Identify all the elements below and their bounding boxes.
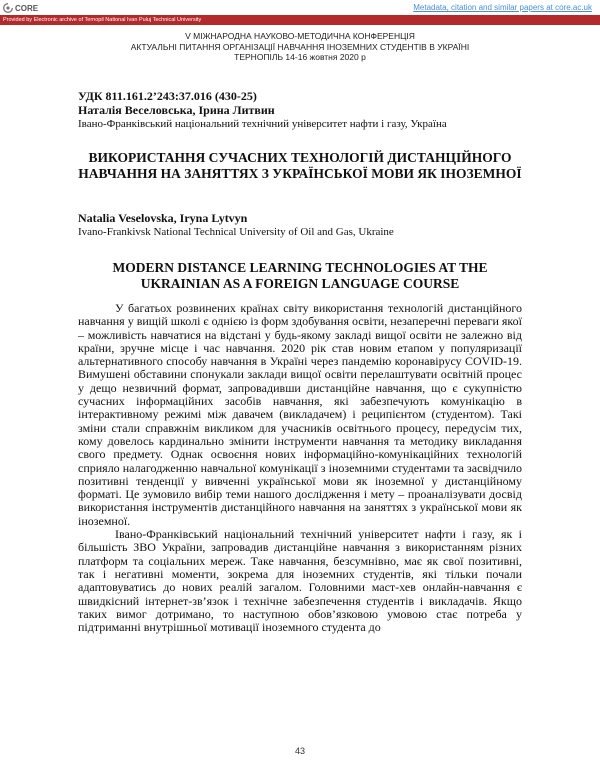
authors-ua: Наталія Веселовська, Ірина Литвин [78,103,275,117]
article-title-en: MODERN DISTANCE LEARNING TECHNOLOGIES AT THE UKRAINIAN AS A FOREIGN LANGUAGE COURSE [112,260,488,291]
affiliation-ua: Івано-Франківський національний технічний університет нафти і газу, Україна [78,118,447,130]
core-logo[interactable] [3,2,38,14]
affiliation-en: Ivano-Frankivsk National Technical University of Oil and Gas, Ukraine [78,226,394,238]
conference-line-3: ТЕРНОПІЛЬ 14-16 жовтня 2020 р [234,52,366,62]
article-meta-ua [78,90,538,131]
provided-by-banner[interactable]: Provided by Electronic archive of Ternopil National Ivan Puluj Technical University [0,15,600,25]
udk-code: УДК 811.161.2’243:37.016 (430-25) [78,89,257,103]
article-body [78,302,522,634]
body-paragraph-1: У багатьох розвинених країнах світу використання технологій дистанційного навчання у вищій школі є однією із форм здобування освіти, незаперечні переваги якої – можливість навчатися на відстані у будь-якому закладі вищої освіти не залежно від країни, зручне місце і час навчання. 2020 рік став новим етапом у популяризації альтернативного способу навчання в Україні через пандемію коронавірусу COVID-19. Вимушені обставини спонукали заклади вищої освіти перелаштувати освітній процес у дещо незвичний формат, запровадивши дистанційне навчання, що є сукупністю сучасних інформаційних засобів навчання, які забезпечують комунікацію в інтерактивному режимі між давачем (викладачем) і реципієнтом (студентом). Такі зміни стали справжнім викликом для учасників освітнього процесу, передусім тих, кому довелось кардинально змінити інструменти навчання та методику викладання свого предмету. Однак освоєння нових інформаційно-комунікаційних технологій сприяло налагодженню навчальної комунікації з іноземними студентами та засвідчило позитивні тенденції у вивченні української мови як іноземної у дистанційному форматі. Це зумовило вибір теми нашого дослідження і мету – проаналізувати досвід використання інструментів дистанційного навчання на заняттях з української мови як іноземної. [78,301,522,528]
conference-line-2: АКТУАЛЬНІ ПИТАННЯ ОРГАНІЗАЦІЇ НАВЧАННЯ ІНОЗЕМНИХ СТУДЕНТІВ В УКРАЇНІ [130,41,470,52]
core-logo-text: CORE [15,3,39,13]
conference-line-1: V МІЖНАРОДНА НАУКОВО-МЕТОДИЧНА КОНФЕРЕНЦІЯ [185,31,415,41]
authors-en: Natalia Veselovska, Iryna Lytvyn [78,211,248,225]
conference-header [0,31,600,63]
body-paragraph-2: Івано-Франківський національний технічний університет нафти і газу, як і більшість ЗВО України, запровадив дистанційне навчання з використанням різних платформ та соціальних мереж. Таке навчання, безсумнівно, має як свої позитивні, так і негативні моменти, зокрема для іноземних студентів, які тільки почали адаптовуватись до нових реалій загалом. Головними маст-хев онлайн-навчання є швидкісний інтернет-зв’язок і технічне забезпечення студентів і викладачів. Якщо таких вимог дотримано, то наступною обов’язковою умовою стає потреба у підтриманні внутрішньої мотивації іноземного студента до [78,527,522,635]
core-metadata-link[interactable]: Metadata, citation and similar papers at core.ac.uk [413,3,592,12]
article-title-ua: ВИКОРИСТАННЯ СУЧАСНИХ ТЕХНОЛОГІЙ ДИСТАНЦІЙНОГО НАВЧАННЯ НА ЗАНЯТТЯХ З УКРАЇНСЬКОЇ МОВИ ЯК ІНОЗЕМНОЇ [78,150,522,181]
article-meta-en [78,211,538,239]
core-logo-icon [3,3,13,13]
page-number: 43 [294,746,305,756]
